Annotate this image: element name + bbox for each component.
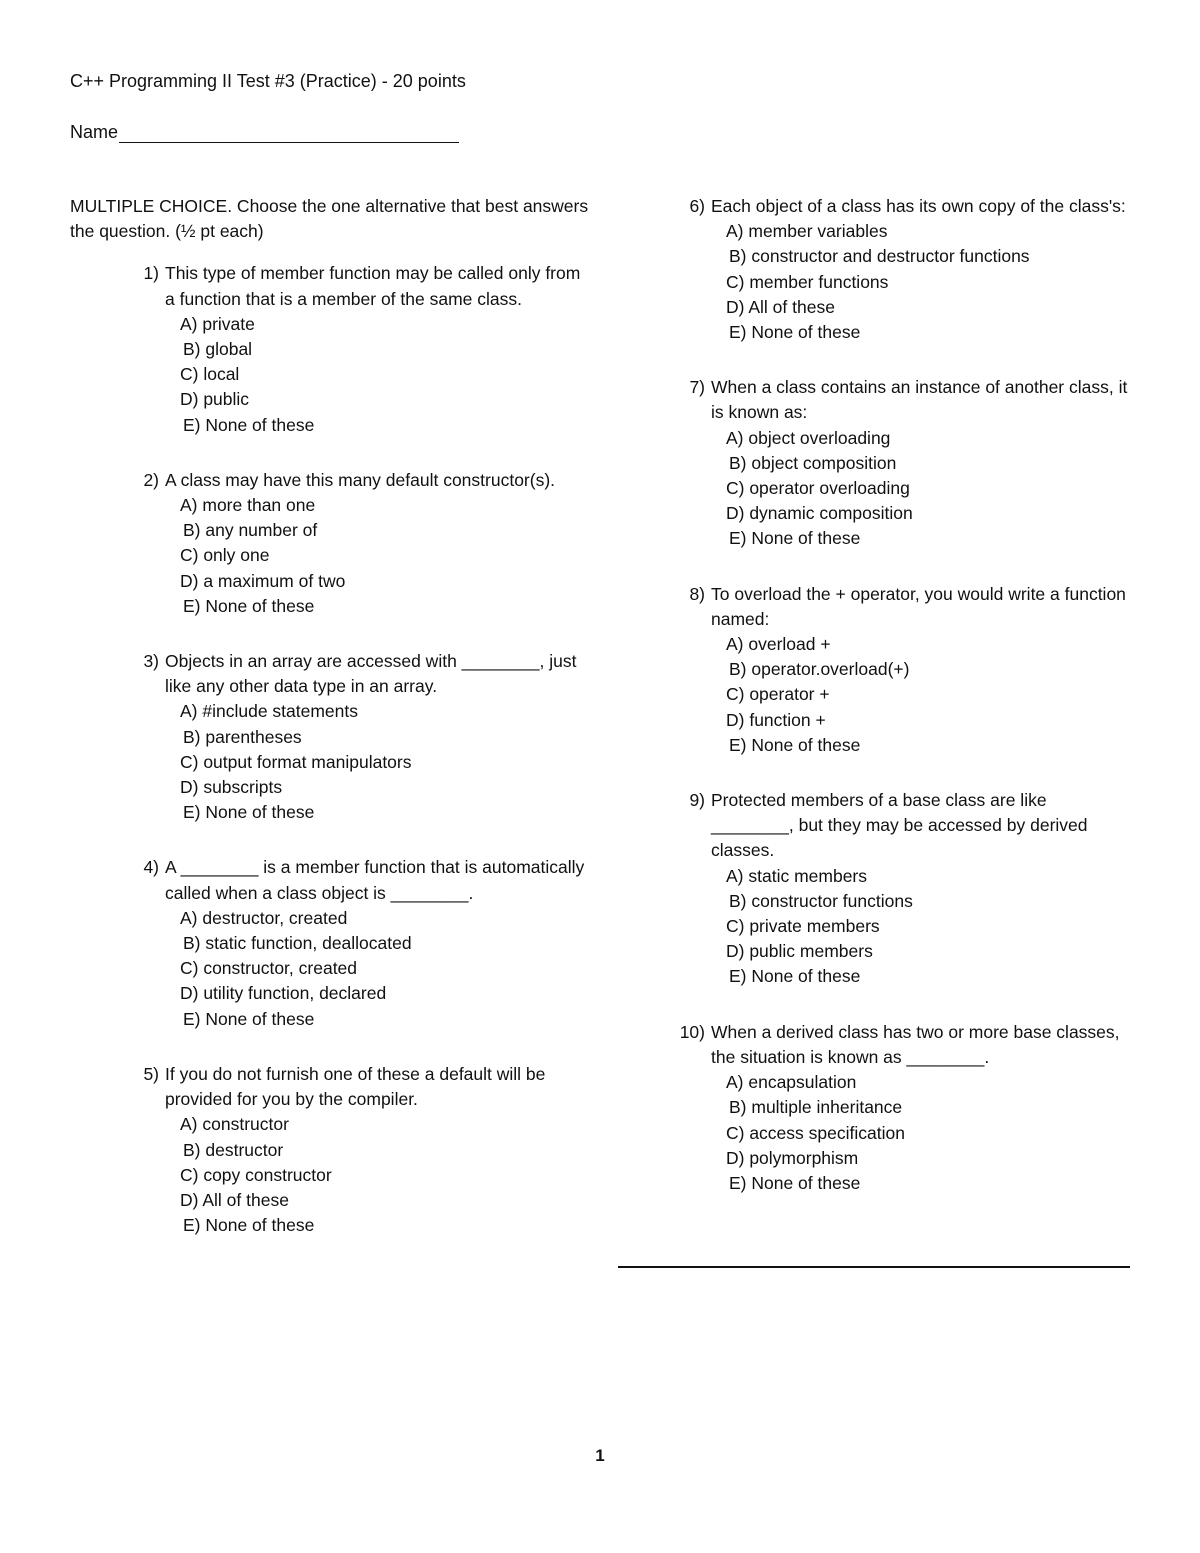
answer-option-e[interactable]: E) None of these (183, 802, 315, 823)
answer-option-b[interactable]: B) any number of (183, 520, 318, 541)
answer-option-e[interactable]: E) None of these (183, 1008, 315, 1029)
question-9 (670, 788, 1130, 990)
answer-options (670, 632, 1130, 758)
question-number: 1) (143, 263, 159, 284)
answer-option-d[interactable]: D) public members (726, 941, 873, 962)
answer-option-b[interactable]: B) constructor and destructor functions (729, 246, 1030, 267)
answer-option-e[interactable]: E) None of these (183, 595, 315, 616)
question-stem (70, 649, 590, 699)
answer-option-a[interactable]: A) static members (726, 865, 867, 886)
page-title: C++ Programming II Test #3 (Practice) - 20 points (70, 71, 466, 91)
question-6 (670, 194, 1130, 345)
answer-option-c[interactable]: C) private members (726, 916, 880, 937)
answer-option-c[interactable]: C) copy constructor (180, 1164, 332, 1185)
question-number: 6) (689, 196, 705, 216)
question-4 (70, 855, 590, 1031)
answer-option-c[interactable]: C) local (180, 364, 240, 385)
answer-option-a[interactable]: A) more than one (180, 495, 316, 516)
question-3 (70, 649, 590, 825)
question-stem (70, 468, 590, 493)
answer-option-e[interactable]: E) None of these (729, 528, 861, 549)
question-number: 9) (689, 790, 705, 811)
question-text: This type of member function may be called only from a function that is a member of the same class. (165, 263, 581, 309)
instructions: MULTIPLE CHOICE. Choose the one alternative that best answers the question. (½ pt each) (70, 196, 589, 242)
answer-option-b[interactable]: B) operator.overload(+) (729, 659, 910, 680)
question-text: Each object of a class has its own copy of the class's: (711, 196, 1126, 216)
answer-option-c[interactable]: C) constructor, created (180, 958, 358, 979)
answer-option-d[interactable]: D) function + (726, 709, 826, 730)
answer-option-a[interactable]: A) member variables (726, 221, 888, 242)
right-column (670, 194, 1130, 1226)
question-text: When a derived class has two or more base classes, the situation is known as ________. (711, 1021, 1120, 1067)
answer-option-a[interactable]: A) overload + (726, 634, 831, 655)
answer-option-c[interactable]: C) member functions (726, 271, 889, 292)
question-1 (70, 261, 590, 437)
answer-option-b[interactable]: B) global (183, 339, 253, 360)
answer-options (670, 426, 1130, 552)
answer-option-a[interactable]: A) object overloading (726, 427, 891, 448)
question-stem (670, 582, 1130, 632)
left-question-list (70, 261, 590, 1238)
question-number: 10) (679, 1021, 705, 1042)
name-field[interactable] (70, 121, 459, 143)
divider-line (618, 1266, 1130, 1268)
page-number: 1 (595, 1446, 605, 1465)
question-number: 8) (689, 583, 705, 604)
question-text: To overload the + operator, you would write a function named: (711, 583, 1126, 629)
answer-option-d[interactable]: D) dynamic composition (726, 503, 913, 524)
question-stem (670, 375, 1130, 425)
question-5 (70, 1062, 590, 1238)
answer-option-c[interactable]: C) output format manipulators (180, 751, 412, 772)
right-question-list (670, 194, 1130, 1196)
answer-option-a[interactable]: A) encapsulation (726, 1072, 857, 1093)
question-stem (70, 855, 590, 905)
answer-option-d[interactable]: D) utility function, declared (180, 983, 387, 1004)
question-text: Objects in an array are accessed with ________, just like any other data type in an array. (165, 651, 577, 697)
answer-option-e[interactable]: E) None of these (183, 414, 315, 435)
answer-option-b[interactable]: B) parentheses (183, 726, 302, 747)
answer-option-c[interactable]: C) access specification (726, 1122, 905, 1143)
answer-option-c[interactable]: C) operator + (726, 684, 830, 705)
answer-option-e[interactable]: E) None of these (729, 1172, 861, 1193)
answer-option-c[interactable]: C) only one (180, 545, 270, 566)
answer-option-e[interactable]: E) None of these (729, 734, 861, 755)
question-2 (70, 468, 590, 619)
question-number: 7) (689, 377, 705, 398)
answer-option-d[interactable]: D) public (180, 389, 250, 410)
answer-option-d[interactable]: D) All of these (180, 1189, 289, 1210)
question-number: 5) (143, 1063, 159, 1084)
answer-options (70, 312, 590, 438)
question-text: A ________ is a member function that is automatically called when a class object is ________. (165, 857, 585, 903)
answer-option-a[interactable]: A) destructor, created (180, 907, 348, 928)
name-label: Name (70, 122, 119, 142)
answer-option-b[interactable]: B) static function, deallocated (183, 933, 412, 954)
answer-option-e[interactable]: E) None of these (729, 322, 861, 343)
name-blank-line[interactable] (119, 122, 459, 143)
answer-option-d[interactable]: D) a maximum of two (180, 570, 346, 591)
answer-option-d[interactable]: D) subscripts (180, 777, 283, 798)
answer-option-e[interactable]: E) None of these (183, 1215, 315, 1236)
question-text: Protected members of a base class are like ________, but they may be accessed by derived classes. (711, 790, 1088, 861)
question-number: 3) (143, 651, 159, 672)
question-number: 4) (143, 857, 159, 878)
question-7 (670, 375, 1130, 551)
question-stem (670, 1020, 1130, 1070)
answer-option-a[interactable]: A) private (180, 313, 255, 334)
answer-option-e[interactable]: E) None of these (729, 966, 861, 987)
question-10 (670, 1020, 1130, 1196)
answer-options (670, 219, 1130, 345)
answer-option-b[interactable]: B) object composition (729, 452, 897, 473)
answer-options (70, 699, 590, 825)
answer-options (70, 1112, 590, 1238)
question-stem (70, 1062, 590, 1112)
question-number: 2) (143, 469, 159, 490)
question-stem (670, 788, 1130, 864)
answer-options (70, 493, 590, 619)
question-stem (670, 194, 1130, 219)
question-text: When a class contains an instance of another class, it is known as: (711, 377, 1128, 423)
left-column (70, 194, 590, 1268)
question-text: If you do not furnish one of these a default will be provided for you by the compiler. (165, 1063, 546, 1110)
answer-options (70, 906, 590, 1032)
question-stem (70, 261, 590, 311)
answer-option-b[interactable]: B) multiple inheritance (729, 1097, 903, 1118)
answer-option-c[interactable]: C) operator overloading (726, 478, 910, 499)
question-text: A class may have this many default constructor(s). (165, 469, 556, 490)
answer-options (670, 1070, 1130, 1196)
answer-option-d[interactable]: D) All of these (726, 296, 835, 317)
answer-option-a[interactable]: A) #include statements (180, 701, 359, 722)
question-8 (670, 582, 1130, 758)
answer-options (670, 864, 1130, 990)
answer-option-b[interactable]: B) constructor functions (729, 890, 913, 911)
answer-option-a[interactable]: A) constructor (180, 1114, 289, 1135)
answer-option-b[interactable]: B) destructor (183, 1139, 284, 1160)
answer-option-d[interactable]: D) polymorphism (726, 1147, 859, 1168)
